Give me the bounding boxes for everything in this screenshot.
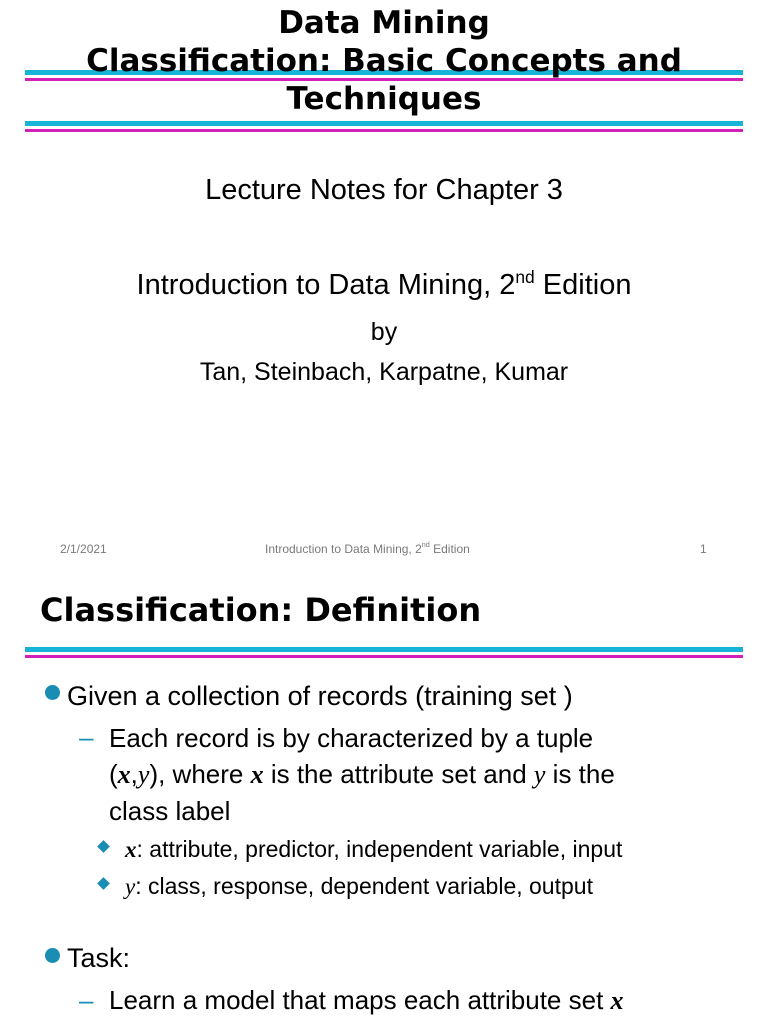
var-x: x [125,837,137,862]
footer-book-suffix: Edition [429,542,470,556]
sub-item-x [125,834,622,865]
var-x: x [250,760,264,789]
bullet-task: Task: [67,943,131,973]
book-title-sup: nd [515,267,535,287]
by-label: by [370,318,398,346]
tuple-line-1: Each record is by characterized by a tuple [109,723,594,753]
text-where: ), where [149,759,251,789]
book-title-prefix: Introduction to Data Mining, 2 [136,269,516,301]
comma: , [130,759,138,789]
title-rule-cyan-2 [25,121,743,126]
bullet-dot [45,948,60,963]
book-title [0,269,768,302]
slide-rule-cyan [25,647,743,652]
sub-item-y [125,871,593,902]
dash-marker: – [79,985,94,1015]
bullet-dot [45,685,60,700]
sub-bullet-learn [109,982,719,1019]
sub-item-x-text: : attribute, predictor, independent variable, input [136,836,623,862]
lecture-notes: Lecture Notes for Chapter 3 [205,174,563,206]
title-line-2: Classification: Basic Concepts and [86,43,682,79]
footer-page: 1 [700,542,707,556]
var-x: x [610,986,624,1015]
tuple-line-2 [109,756,719,793]
sub-bullet-tuple [109,720,719,829]
learn-text: Learn a model that maps each attribute set [109,985,611,1015]
text-is-the: is the [545,759,615,789]
footer-book-sup: nd [421,540,430,549]
book-title-suffix: Edition [534,269,632,301]
sub-item-y-text: : class, response, dependent variable, output [135,873,593,899]
var-x: x [117,760,131,789]
text-attribute-set: is the attribute set and [263,759,534,789]
slide-title: Classification: Definition [40,591,482,629]
title-line-3: Techniques [286,81,482,117]
title-rule-magenta-2 [25,129,743,132]
title-line-1: Data Mining [278,5,490,41]
footer-date: 2/1/2021 [60,542,107,556]
dash-marker: – [79,722,94,752]
footer-book [265,542,470,556]
var-y: y [137,760,150,789]
paren: ( [109,759,118,789]
tuple-line-3: class label [109,796,231,826]
definition-slide [0,572,768,1024]
bullet-training-set: Given a collection of records (training set ) [67,681,573,711]
authors: Tan, Steinbach, Karpatne, Kumar [199,358,569,386]
slide-rule-magenta [25,655,743,658]
diamond-bullet [97,840,110,853]
footer-book-prefix: Introduction to Data Mining, 2 [265,542,422,556]
diamond-bullet [97,877,110,890]
var-y: y [533,760,546,789]
var-y: y [125,874,136,899]
